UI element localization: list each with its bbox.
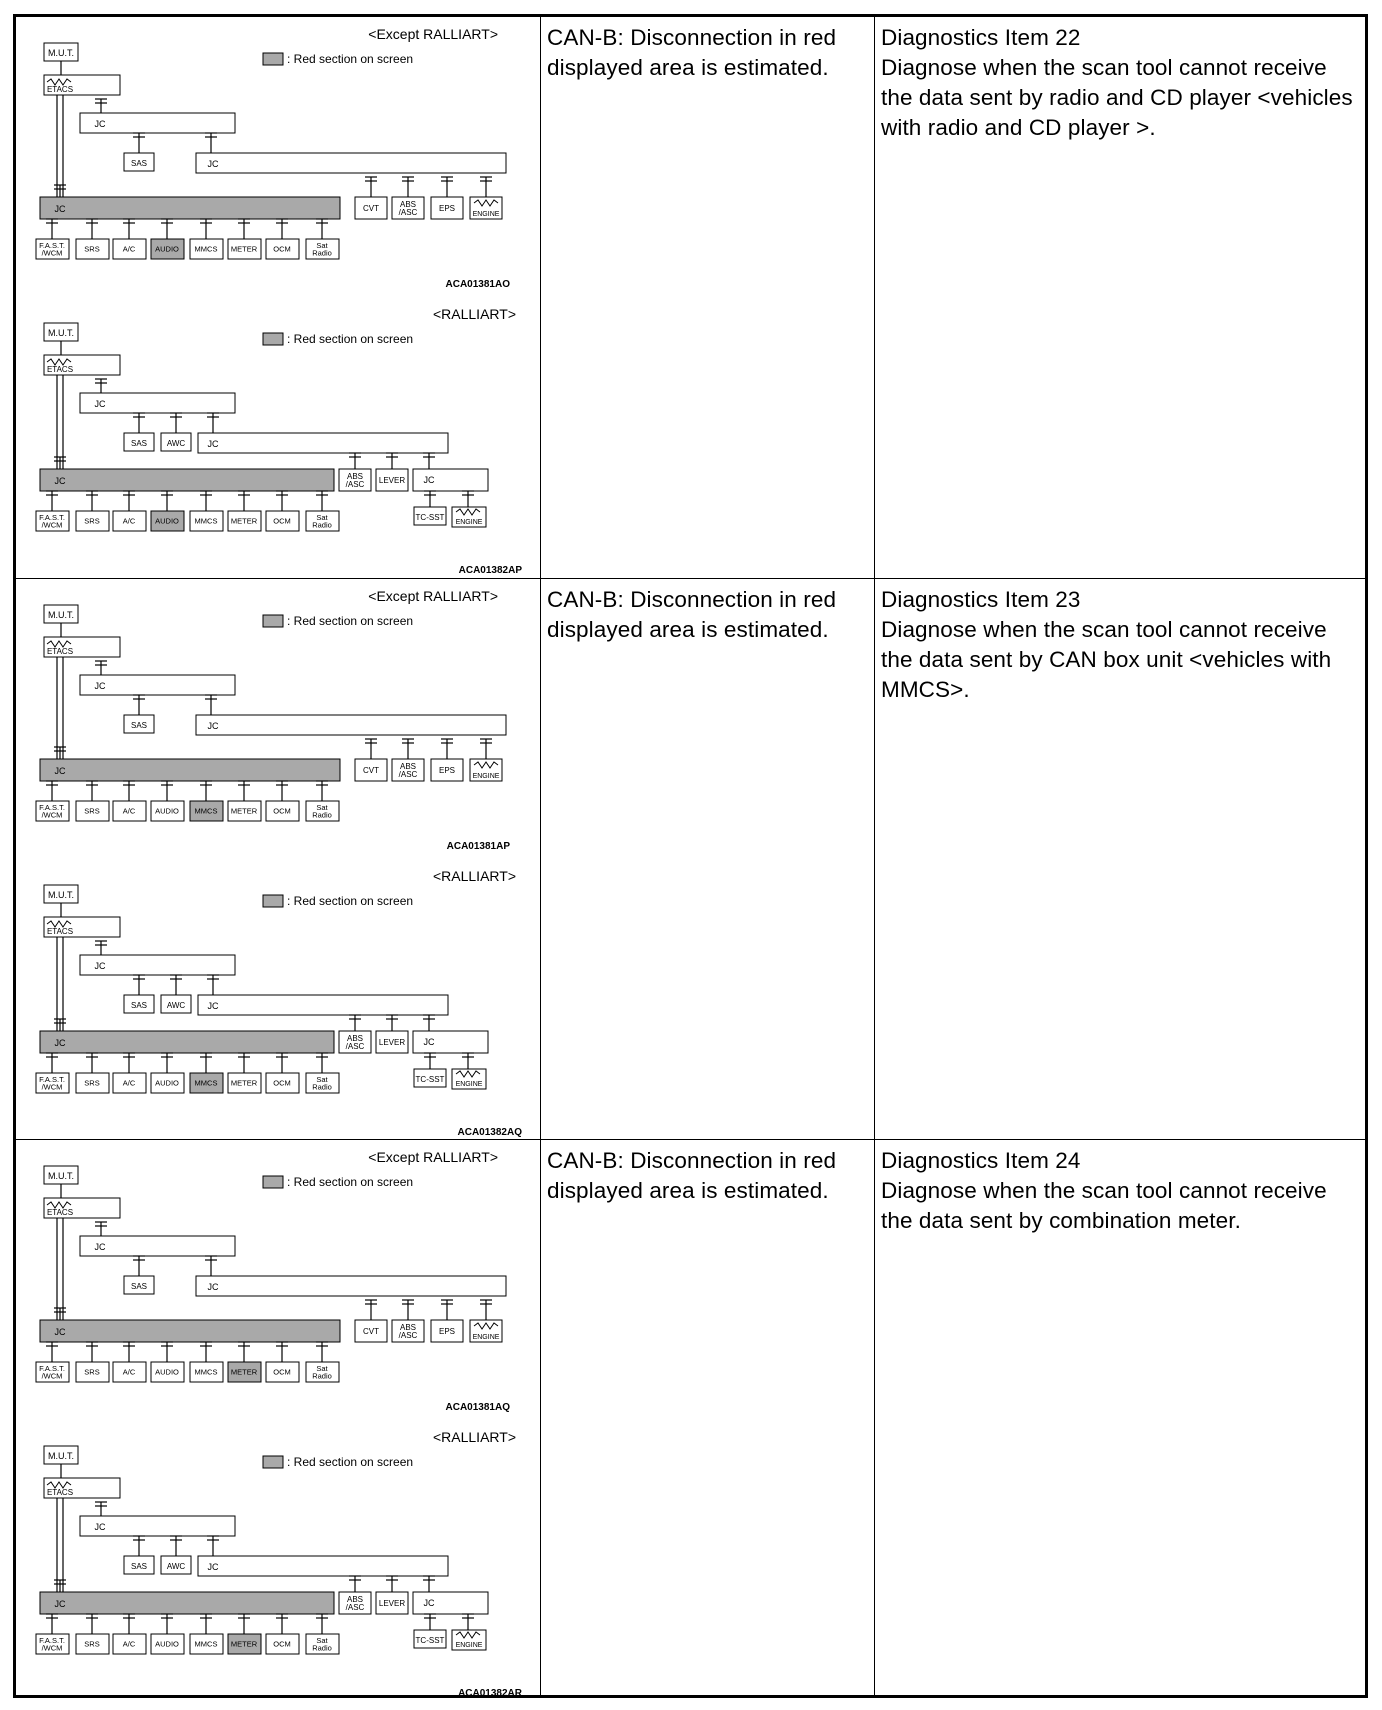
diagnostics-text: Diagnose when the scan tool cannot receive the data sent by combination meter.	[881, 1178, 1327, 1233]
cvt-label: CVT	[363, 1326, 379, 1336]
legend-swatch	[263, 1176, 283, 1188]
can-diagram	[16, 579, 540, 859]
diagram-cell	[16, 579, 541, 1140]
device-label: AUDIO	[155, 244, 179, 254]
abs-label: ABS /ASC	[345, 472, 365, 489]
can-diagram	[16, 1420, 540, 1696]
jc-label: JC	[94, 681, 106, 691]
tcsst-label: TC-SST	[415, 513, 445, 522]
jc-bottom-bar	[40, 197, 340, 219]
jc-box	[198, 995, 448, 1015]
abs-label: ABS /ASC	[398, 1323, 418, 1340]
cvt-label: CVT	[363, 765, 379, 775]
sas-label: SAS	[130, 721, 148, 730]
jc-bottom-bar	[40, 1320, 340, 1342]
device-label: METER	[230, 244, 258, 254]
device-label: MMCS	[194, 1078, 218, 1088]
cvt-label: CVT	[363, 203, 379, 213]
variant-label: <RALLIART>	[432, 1429, 516, 1445]
jc-bottom-bar	[40, 1592, 334, 1614]
device-label: F.A.S.T. /WCM	[39, 1364, 65, 1381]
jc-label: JC	[94, 399, 106, 409]
jc-label: JC	[207, 1562, 219, 1572]
device-label: F.A.S.T. /WCM	[39, 241, 65, 258]
variant-label: <Except RALLIART>	[368, 588, 498, 604]
jc-label: JC	[94, 961, 106, 971]
diagnostics-text: Diagnose when the scan tool cannot receive the data sent by CAN box unit <vehicles with MMCS>.	[881, 617, 1332, 702]
can-diagram	[16, 17, 540, 297]
device-label: A/C	[122, 244, 136, 254]
legend-swatch	[263, 53, 283, 65]
awc-label: AWC	[166, 1562, 186, 1571]
jc-label: JC	[423, 1598, 435, 1608]
jc-box	[196, 153, 506, 173]
table	[13, 14, 1368, 1698]
condition-text: CAN-B: Disconnection in red displayed area is estimated.	[547, 1148, 837, 1203]
device-label: AUDIO	[155, 1367, 179, 1377]
jc-label: JC	[54, 476, 66, 486]
mut-label: M.U.T.	[48, 1451, 74, 1461]
jc-label: JC	[423, 1037, 435, 1047]
engine-label: ENGINE	[472, 211, 500, 218]
sas-label: SAS	[130, 1001, 148, 1010]
etacs-label: ETACS	[46, 1488, 74, 1497]
figure-code: ACA01381AO	[445, 279, 510, 290]
diagnostics-title: Diagnostics Item 24	[881, 1148, 1081, 1173]
mut-label: M.U.T.	[48, 48, 74, 58]
device-label: MMCS	[194, 1639, 218, 1649]
jc-box	[196, 715, 506, 735]
jc-label: JC	[207, 159, 219, 169]
diagnostics-cell	[875, 579, 1365, 1140]
jc-label: JC	[54, 1327, 66, 1337]
jc-bottom-bar	[40, 759, 340, 781]
diagnostics-title: Diagnostics Item 23	[881, 587, 1081, 612]
abs-label: ABS /ASC	[345, 1034, 365, 1051]
device-label: MMCS	[194, 516, 218, 526]
jc-label: JC	[54, 204, 66, 214]
figure-code: ACA01381AP	[446, 841, 510, 852]
figure-code: ACA01381AQ	[445, 1402, 510, 1413]
jc-label: JC	[207, 439, 219, 449]
engine-label: ENGINE	[455, 519, 483, 526]
legend-label: : Red section on screen	[287, 894, 414, 908]
awc-label: AWC	[166, 1001, 186, 1010]
device-label: METER	[230, 516, 258, 526]
device-label: Sat Radio	[312, 241, 332, 258]
condition-cell	[541, 579, 875, 1140]
lever-label: LEVER	[378, 1599, 406, 1608]
condition-text: CAN-B: Disconnection in red displayed area is estimated.	[547, 25, 837, 80]
lever-label: LEVER	[378, 476, 406, 485]
jc-label: JC	[54, 1038, 66, 1048]
device-label: AUDIO	[155, 1639, 179, 1649]
device-label: SRS	[84, 244, 100, 254]
legend-swatch	[263, 615, 283, 627]
device-label: AUDIO	[155, 516, 179, 526]
figure-code: ACA01382AQ	[457, 1127, 522, 1138]
diagram-cell	[16, 1140, 541, 1696]
engine-label: ENGINE	[455, 1081, 483, 1088]
tcsst-label: TC-SST	[415, 1075, 445, 1084]
device-label: OCM	[273, 516, 291, 526]
mut-label: M.U.T.	[48, 890, 74, 900]
device-label: Sat Radio	[312, 803, 332, 820]
variant-label: <Except RALLIART>	[368, 1149, 498, 1165]
device-label: F.A.S.T. /WCM	[39, 1075, 65, 1092]
device-label: A/C	[122, 1639, 136, 1649]
device-label: METER	[230, 1367, 258, 1377]
diagnostics-cell	[875, 1140, 1365, 1696]
legend-swatch	[263, 895, 283, 907]
etacs-label: ETACS	[46, 647, 74, 656]
jc-label: JC	[423, 475, 435, 485]
device-label: OCM	[273, 806, 291, 816]
jc-bottom-bar	[40, 469, 334, 491]
jc-label: JC	[94, 119, 106, 129]
jc-box	[196, 1276, 506, 1296]
device-label: MMCS	[194, 1367, 218, 1377]
legend-swatch	[263, 333, 283, 345]
can-diagram	[16, 297, 540, 577]
jc-label: JC	[207, 1282, 219, 1292]
device-label: F.A.S.T. /WCM	[39, 803, 65, 820]
etacs-label: ETACS	[46, 1208, 74, 1217]
device-label: OCM	[273, 1078, 291, 1088]
jc-bottom-bar	[40, 1031, 334, 1053]
device-label: AUDIO	[155, 1078, 179, 1088]
sas-label: SAS	[130, 1562, 148, 1571]
engine-label: ENGINE	[472, 1334, 500, 1341]
jc-label: JC	[54, 766, 66, 776]
jc-label: JC	[207, 721, 219, 731]
lever-label: LEVER	[378, 1038, 406, 1047]
device-label: OCM	[273, 1639, 291, 1649]
engine-label: ENGINE	[472, 773, 500, 780]
legend-label: : Red section on screen	[287, 1175, 414, 1189]
engine-label: ENGINE	[455, 1642, 483, 1649]
device-label: Sat Radio	[312, 1364, 332, 1381]
legend-label: : Red section on screen	[287, 52, 414, 66]
device-label: F.A.S.T. /WCM	[39, 1636, 65, 1653]
abs-label: ABS /ASC	[345, 1595, 365, 1612]
eps-label: EPS	[438, 765, 456, 775]
table-row	[16, 578, 1365, 1140]
device-label: SRS	[84, 1639, 100, 1649]
condition-cell	[541, 17, 875, 578]
device-label: METER	[230, 806, 258, 816]
awc-label: AWC	[166, 439, 186, 448]
eps-label: EPS	[438, 203, 456, 213]
abs-label: ABS /ASC	[398, 762, 418, 779]
legend-swatch	[263, 1456, 283, 1468]
jc-box	[198, 433, 448, 453]
sas-label: SAS	[130, 439, 148, 448]
diagnostics-title: Diagnostics Item 22	[881, 25, 1081, 50]
etacs-label: ETACS	[46, 365, 74, 374]
device-label: SRS	[84, 1078, 100, 1088]
can-diagram	[16, 1140, 540, 1420]
device-label: Sat Radio	[312, 1075, 332, 1092]
legend-label: : Red section on screen	[287, 614, 414, 628]
device-label: MMCS	[194, 806, 218, 816]
abs-label: ABS /ASC	[398, 200, 418, 217]
condition-text: CAN-B: Disconnection in red displayed area is estimated.	[547, 587, 837, 642]
legend-label: : Red section on screen	[287, 332, 414, 346]
diagnostics-text: Diagnose when the scan tool cannot receive the data sent by radio and CD player <vehicles with radio and CD player >.	[881, 55, 1353, 140]
can-diagram	[16, 859, 540, 1139]
diagnostics-cell	[875, 17, 1365, 578]
mut-label: M.U.T.	[48, 610, 74, 620]
device-label: A/C	[122, 1367, 136, 1377]
table-row	[16, 1139, 1365, 1696]
device-label: SRS	[84, 1367, 100, 1377]
device-label: SRS	[84, 806, 100, 816]
device-label: OCM	[273, 1367, 291, 1377]
etacs-label: ETACS	[46, 85, 74, 94]
device-label: A/C	[122, 806, 136, 816]
device-label: SRS	[84, 516, 100, 526]
mut-label: M.U.T.	[48, 328, 74, 338]
condition-cell	[541, 1140, 875, 1696]
device-label: Sat Radio	[312, 1636, 332, 1653]
diagram-cell	[16, 17, 541, 578]
jc-label: JC	[54, 1599, 66, 1609]
device-label: A/C	[122, 1078, 136, 1088]
device-label: OCM	[273, 244, 291, 254]
legend-label: : Red section on screen	[287, 1455, 414, 1469]
sas-label: SAS	[130, 1282, 148, 1291]
sas-label: SAS	[130, 159, 148, 168]
table-row	[16, 17, 1365, 578]
device-label: AUDIO	[155, 806, 179, 816]
variant-label: <Except RALLIART>	[368, 26, 498, 42]
device-label: METER	[230, 1078, 258, 1088]
jc-label: JC	[207, 1001, 219, 1011]
variant-label: <RALLIART>	[432, 868, 516, 884]
mut-label: M.U.T.	[48, 1171, 74, 1181]
variant-label: <RALLIART>	[432, 306, 516, 322]
device-label: Sat Radio	[312, 513, 332, 530]
etacs-label: ETACS	[46, 927, 74, 936]
device-label: MMCS	[194, 244, 218, 254]
tcsst-label: TC-SST	[415, 1636, 445, 1645]
device-label: F.A.S.T. /WCM	[39, 513, 65, 530]
device-label: A/C	[122, 516, 136, 526]
figure-code: ACA01382AR	[458, 1688, 522, 1696]
jc-box	[198, 1556, 448, 1576]
eps-label: EPS	[438, 1326, 456, 1336]
jc-label: JC	[94, 1522, 106, 1532]
jc-label: JC	[94, 1242, 106, 1252]
figure-code: ACA01382AP	[458, 565, 522, 576]
device-label: METER	[230, 1639, 258, 1649]
